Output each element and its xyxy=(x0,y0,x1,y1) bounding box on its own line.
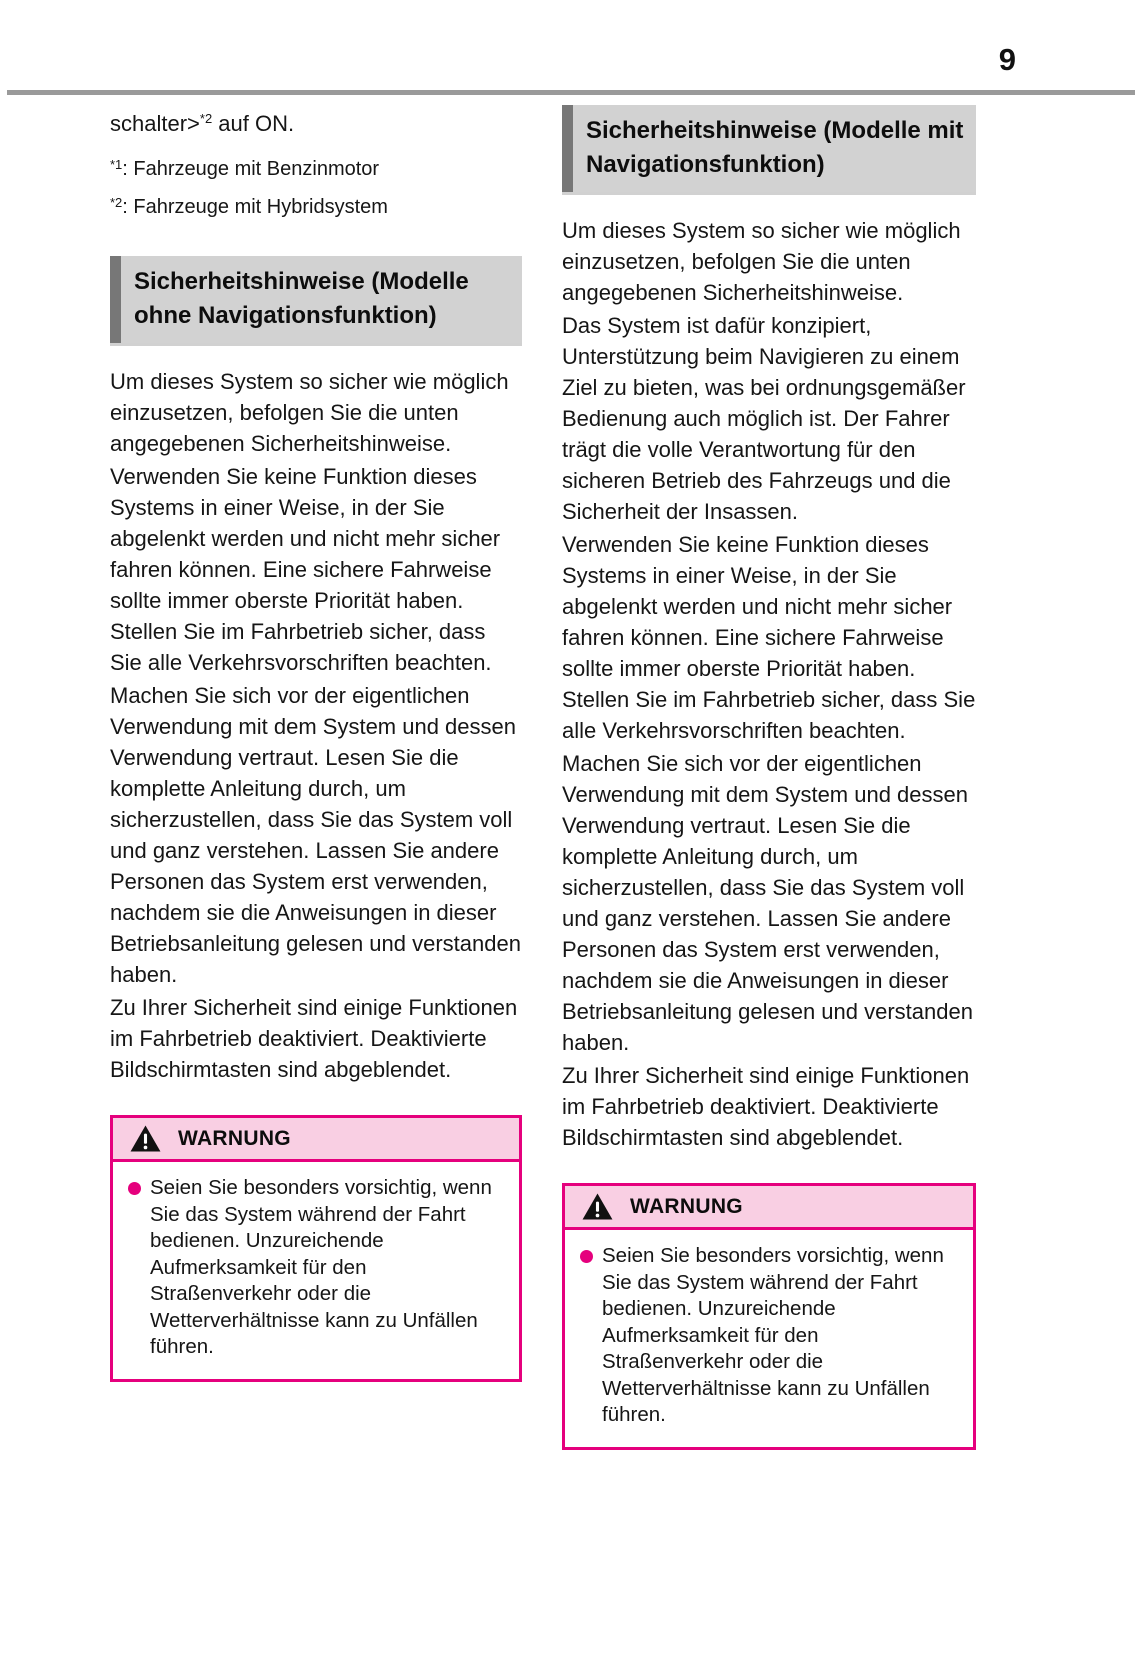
paragraph: Zu Ihrer Sicherheit sind einige Funktionen im Fahrbetrieb deaktiviert. Deaktivierte Bildschirmtasten sind abgeblendet. xyxy=(110,995,518,1082)
left-column xyxy=(110,105,522,1382)
warning-box xyxy=(562,1183,976,1450)
warning-item xyxy=(128,1175,504,1361)
warning-title: WARNUNG xyxy=(630,1194,743,1218)
page-number: 9 xyxy=(998,42,1016,77)
footnote-text: : Fahrzeuge mit Benzinmotor xyxy=(122,158,380,180)
paragraph: Verwenden Sie keine Funktion dieses Systems in einer Weise, in der Sie abgelenkt werden und nicht mehr sicher fahren können. Eine sichere Fahrweise sollte immer oberste Priorität haben. Stellen Sie im Fahrbetrieb sicher, dass Sie alle Verkehrsvorschriften beachten. xyxy=(110,464,501,675)
footnote-marker: *2 xyxy=(199,111,213,126)
paragraph: Verwenden Sie keine Funktion dieses Systems in einer Weise, in der Sie abgelenkt werden und nicht mehr sicher fahren können. Eine sichere Fahrweise sollte immer oberste Priorität haben. Stellen Sie im Fahrbetrieb sicher, dass Sie alle Verkehrsvorschriften beachten. xyxy=(562,532,976,743)
paragraph: Machen Sie sich vor der eigentlichen Verwendung mit dem System und dessen Verwendung vertraut. Lesen Sie die komplette Anleitung durch, um sicherzustellen, dass Sie das System voll und ganz verstehen. Lassen Sie andere Personen das System erst verwenden, nachdem sie die Anweisungen in dieser Betriebsanleitung gelesen und verstanden haben. xyxy=(110,683,521,987)
warning-header xyxy=(113,1118,519,1162)
bullet-icon xyxy=(128,1182,141,1195)
section-heading-with-navigation: Sicherheitshinweise (Modelle mit Navigationsfunktion) xyxy=(562,105,976,192)
paragraph: Um dieses System so sicher wie möglich einzusetzen, befolgen Sie die unten angegebenen Sicherheitshinweise. xyxy=(110,369,509,456)
right-column xyxy=(562,105,976,1450)
section-body xyxy=(562,215,976,1153)
warning-text: Seien Sie besonders vorsichtig, wenn Sie das System während der Fahrt bedienen. Unzureichende Aufmerksamkeit für den Straßenverkehr oder die Wetterverhältnisse kann zu Unfällen führen. xyxy=(150,1176,492,1358)
warning-body xyxy=(565,1230,973,1447)
paragraph: Machen Sie sich vor der eigentlichen Verwendung mit dem System und dessen Verwendung vertraut. Lesen Sie die komplette Anleitung durch, um sicherzustellen, dass Sie das System voll und ganz verstehen. Lassen Sie andere Personen das System erst verwenden, nachdem sie die Anweisungen in dieser Betriebsanleitung gelesen und verstanden haben. xyxy=(562,751,973,1055)
warning-title: WARNUNG xyxy=(178,1126,291,1150)
section-heading-no-navigation: Sicherheitshinweise (Modelle ohne Navigationsfunktion) xyxy=(110,256,522,343)
warning-triangle-icon xyxy=(130,1125,161,1152)
warning-header xyxy=(565,1186,973,1230)
footnote-text: : Fahrzeuge mit Hybridsystem xyxy=(122,196,388,218)
footnote-marker: *1 xyxy=(110,157,123,172)
bullet-icon xyxy=(580,1250,593,1263)
header-rule xyxy=(7,90,1135,95)
paragraph: Zu Ihrer Sicherheit sind einige Funktionen im Fahrbetrieb deaktiviert. Deaktivierte Bildschirmtasten sind abgeblendet. xyxy=(562,1063,970,1150)
warning-text: Seien Sie besonders vorsichtig, wenn Sie das System während der Fahrt bedienen. Unzureichende Aufmerksamkeit für den Straßenverkehr oder die Wetterverhältnisse kann zu Unfällen führen. xyxy=(602,1244,944,1426)
warning-triangle-icon xyxy=(582,1193,613,1220)
paragraph: Um dieses System so sicher wie möglich einzusetzen, befolgen Sie die unten angegebenen Sicherheitshinweise. xyxy=(562,218,961,305)
section-body xyxy=(110,366,522,1085)
intro-text-pre: schalter> xyxy=(110,111,200,136)
footnote xyxy=(110,194,522,222)
warning-item xyxy=(580,1243,958,1429)
intro-line xyxy=(110,109,522,142)
footnote xyxy=(110,156,522,184)
warning-body xyxy=(113,1162,519,1379)
paragraph: Das System ist dafür konzipiert, Unterstützung beim Navigieren zu einem Ziel zu bieten, was bei ordnungsgemäßer Bedienung auch möglich ist. Der Fahrer trägt die volle Verantwortung für den sicheren Betrieb des Fahrzeugs und die Sicherheit der Insassen. xyxy=(562,313,966,524)
warning-box xyxy=(110,1115,522,1382)
intro-text-post: auf ON. xyxy=(212,111,295,136)
footnote-marker: *2 xyxy=(110,195,123,210)
